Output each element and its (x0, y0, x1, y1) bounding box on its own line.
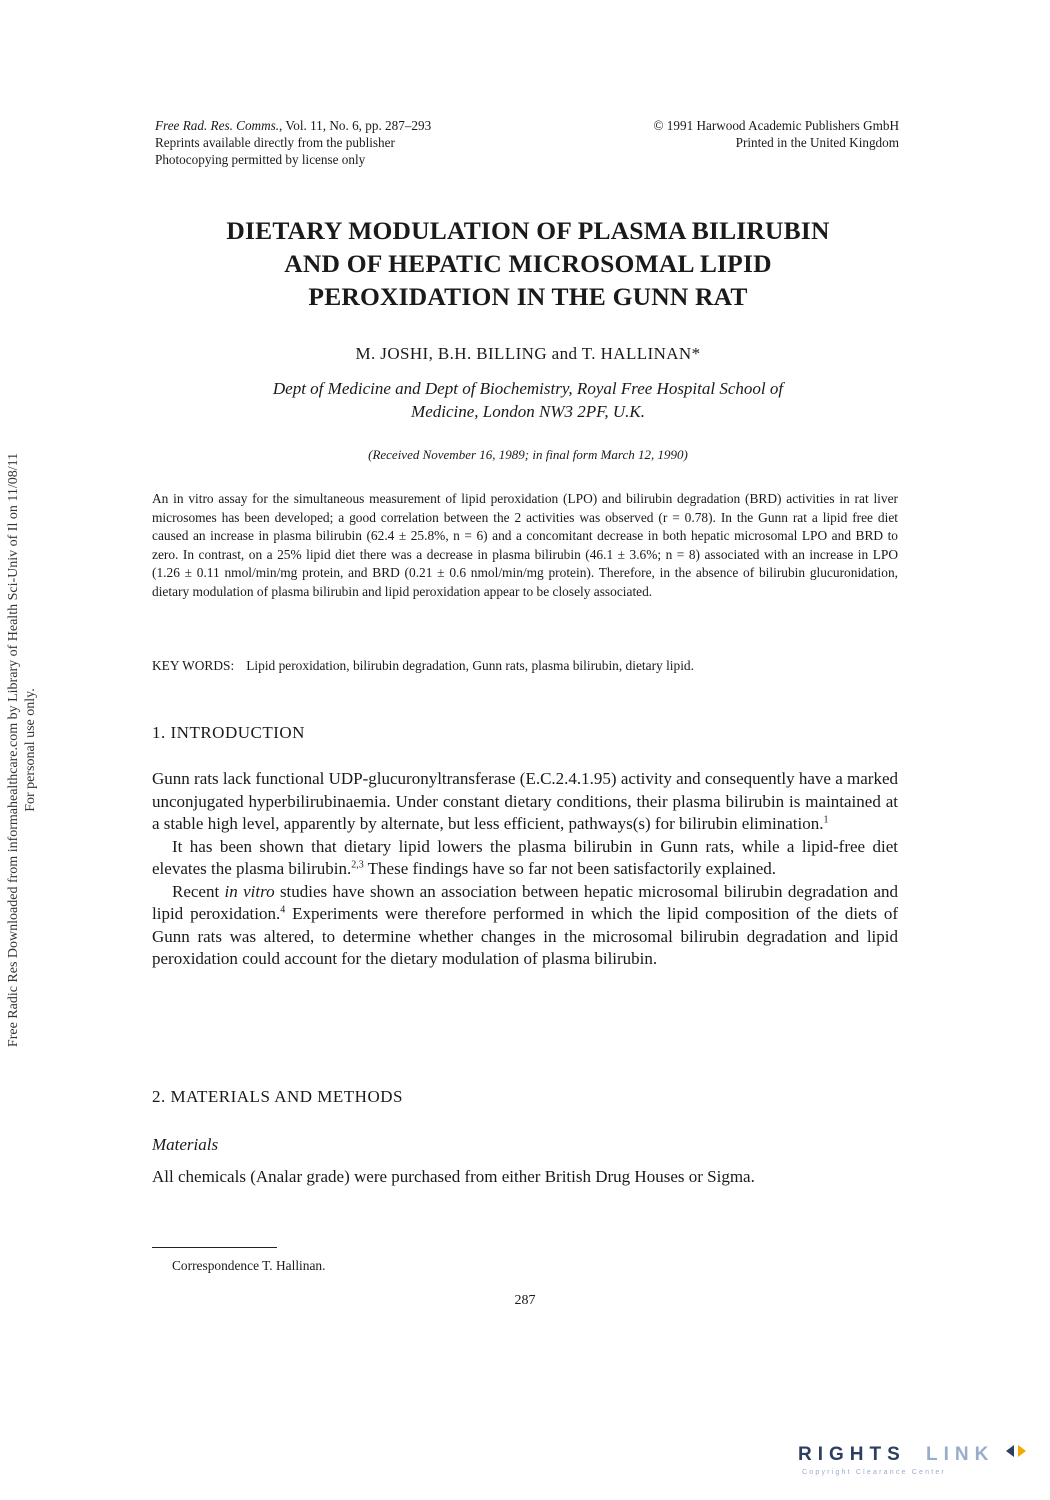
paragraph-text: Recent (172, 881, 225, 901)
publisher-info (653, 117, 899, 151)
title-line: DIETARY MODULATION OF PLASMA BILIRUBIN (226, 216, 830, 245)
introduction-body (152, 768, 898, 971)
title-line: PEROXIDATION IN THE GUNN RAT (308, 282, 748, 311)
paragraph-text: These findings have so far not been satisfactorily explained. (363, 859, 777, 878)
logo-wordmark-bold: RIGHTS (798, 1444, 906, 1465)
paragraph (152, 768, 898, 836)
printed-line: Printed in the United Kingdom (735, 135, 899, 150)
keywords-label: KEY WORDS: (152, 658, 235, 673)
copyright-line: © 1991 Harwood Academic Publishers GmbH (653, 118, 899, 133)
subheading-materials: Materials (152, 1135, 219, 1154)
download-watermark (5, 330, 39, 1170)
paragraph-text: It has been shown that dietary lipid lowers the plasma bilirubin in Gunn rats, while a lipid-free diet elevates the plasma bilirubin. (152, 836, 898, 878)
logo-arrow-icon (1018, 1445, 1026, 1457)
paper-title (120, 214, 936, 313)
author-list: M. JOSHI, B.H. BILLING and T. HALLINAN* (355, 344, 701, 363)
reference-marker: 1 (823, 814, 829, 826)
paragraph-text: studies have shown an association between hepatic microsomal bilirubin degradation and lipid peroxidation. (152, 881, 898, 923)
reprints-note: Reprints available directly from the publisher (155, 135, 395, 150)
title-line: AND OF HEPATIC MICROSOMAL LIPID (284, 249, 772, 278)
materials-body: All chemicals (Analar grade) were purchased from either British Drug Houses or Sigma. (152, 1167, 755, 1186)
affiliation-line: Medicine, London NW3 2PF, U.K. (411, 402, 645, 421)
photocopy-note: Photocopying permitted by license only (155, 152, 366, 167)
logo-wordmark-light: LINK (926, 1444, 995, 1465)
affiliation-line: Dept of Medicine and Dept of Biochemistry, Royal Free Hospital School of (272, 379, 784, 398)
logo-arrow-icon (1006, 1445, 1014, 1457)
paragraph (152, 881, 898, 971)
paragraph-text: Experiments were therefore performed in which the lipid composition of the diets of Gunn rats was altered, to determine whether changes in the microsomal bilirubin degradation and lipid peroxidation could account for the dietary modulation of plasma bilirubin. (152, 904, 898, 968)
footnote-rule (152, 1247, 277, 1248)
journal-volume: , Vol. 11, No. 6, pp. 287–293 (279, 118, 432, 133)
affiliation (150, 377, 906, 423)
keywords-text: Lipid peroxidation, bilirubin degradation, Gunn rats, plasma bilirubin, dietary lipid. (246, 658, 694, 673)
section-heading-introduction: 1. INTRODUCTION (152, 723, 305, 742)
page-number: 287 (514, 1293, 536, 1308)
watermark-line: Free Radic Res Downloaded from informahealthcare.com by Library of Health Sci-Univ of Il on 11/08/11 (6, 452, 21, 1048)
section-heading-methods: 2. MATERIALS AND METHODS (152, 1087, 403, 1106)
reference-marker: 2,3 (351, 859, 364, 871)
watermark-line: For personal use only. (23, 688, 38, 812)
keywords (152, 658, 898, 674)
journal-citation (155, 117, 431, 168)
rightslink-logo[interactable] (798, 1438, 1030, 1478)
italic-term: in vitro (224, 881, 275, 901)
logo-tagline: Copyright Clearance Center (802, 1469, 946, 1476)
paragraph-text: Gunn rats lack functional UDP-glucuronyltransferase (E.C.2.4.1.95) activity and consequently have a marked unconjugated hyperbilirubinaemia. Under constant dietary conditions, their plasma bilirubin is maintained at a stable high level, apparently by alternate, but less efficient, pathways(s) for bilirubin elimination. (152, 769, 898, 833)
received-dates: (Received November 16, 1989; in final form March 12, 1990) (368, 447, 688, 462)
abstract: An in vitro assay for the simultaneous measurement of lipid peroxidation (LPO) and bilirubin degradation (BRD) activities in rat liver microsomes has been developed; a good correlation between the 2 activities was observed (r = 0.78). In the Gunn rat a lipid free diet caused an increase in plasma bilirubin (62.4 ± 25.8%, n = 6) and a concomitant decrease in both hepatic microsomal LPO and BRD to zero. In contrast, on a 25% lipid diet there was a decrease in plasma bilirubin (46.1 ± 3.6%; n = 8) associated with an increase in LPO (1.26 ± 0.11 nmol/min/mg protein, and BRD (0.21 ± 0.6 nmol/min/mg protein). Therefore, in the absence of bilirubin glucuronidation, dietary modulation of plasma bilirubin and lipid peroxidation appear to be closely associated. (152, 491, 898, 599)
footnote: Correspondence T. Hallinan. (172, 1258, 326, 1273)
journal-name: Free Rad. Res. Comms. (155, 118, 280, 133)
paragraph (152, 836, 898, 881)
reference-marker: 4 (280, 904, 286, 916)
